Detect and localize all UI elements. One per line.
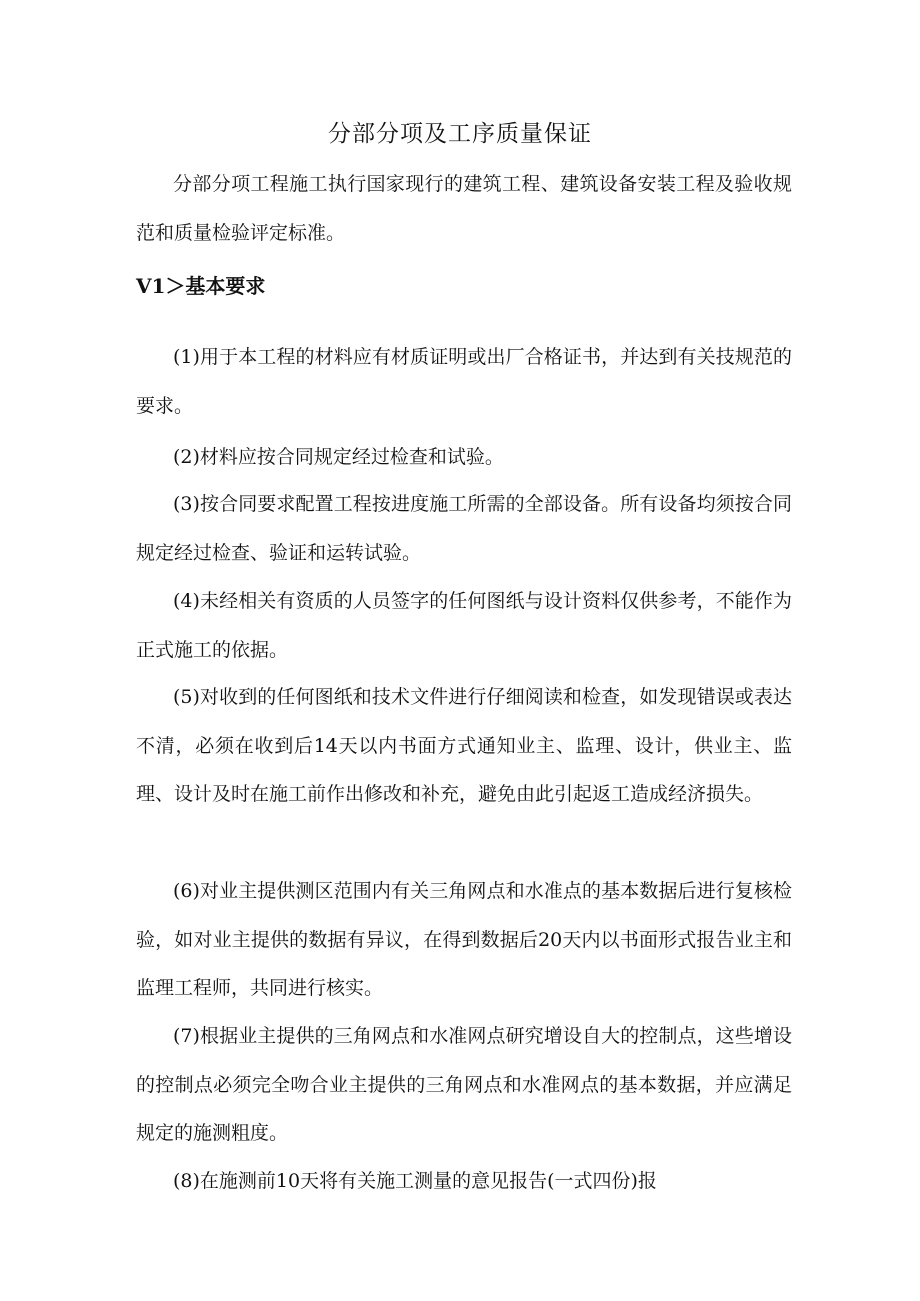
section-heading: V1＞基本要求 [136,274,266,298]
requirement-item-5: (5)对收到的任何图纸和技术文件进行仔细阅读和检查，如发现错误或表达不清，必须在收到后14天以内书面方式通知业主、监理、设计，供业主、监理、设计及时在施工前作出修改和补充，避免由此引起返工造成经济损失。 [136,686,792,805]
requirement-item-7: (7)根据业主提供的三角网点和水准网点研究增设自大的控制点，这些增设的控制点必须完全吻合业主提供的三角网点和水准网点的基本数据，并应满足规定的施测粗度。 [136,1025,792,1144]
intro-paragraph: 分部分项工程施工执行国家现行的建筑工程、建筑设备安装工程及验收规范和质量检验评定标准。 [136,173,792,244]
document-title: 分部分项及工序质量保证 [328,121,592,147]
requirement-item-3: (3)按合同要求配置工程按进度施工所需的全部设备。所有设备均须按合同规定经过检查、验证和运转试验。 [136,493,792,564]
requirement-item-4: (4)未经相关有资质的人员签字的任何图纸与设计资料仅供参考，不能作为正式施工的依据。 [136,590,792,661]
requirement-item-6: (6)对业主提供测区范围内有关三角网点和水准点的基本数据后进行复核检验，如对业主提供的数据有异议，在得到数据后20天内以书面形式报告业主和监理工程师，共同进行核实。 [136,880,792,999]
requirement-item-1: (1)用于本工程的材料应有材质证明或出厂合格证书，并达到有关技规范的要求。 [136,346,792,417]
requirement-item-8: (8)在施测前10天将有关施工测量的意见报告(一式四份)报 [173,1170,657,1192]
requirement-item-2: (2)材料应按合同规定经过检查和试验。 [173,446,504,468]
